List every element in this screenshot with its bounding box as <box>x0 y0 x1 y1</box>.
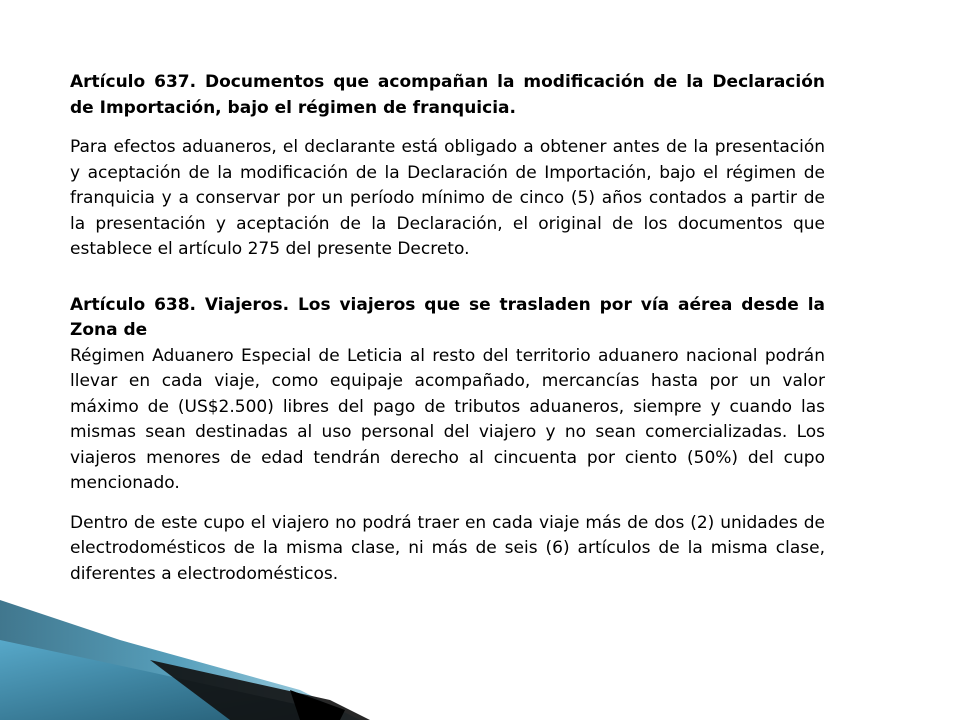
article-638-heading: Artículo 638. Viajeros. Los viajeros que se trasladen por vía aérea desde la Zona de <box>70 294 825 340</box>
article-638-body-2: Dentro de este cupo el viajero no podrá traer en cada viaje más de dos (2) unidades de electrodomésticos de la misma clase, ni más de seis (6) artículos de la misma clase, diferentes a electrodomésticos. <box>70 512 825 584</box>
article-638-body: Régimen Aduanero Especial de Leticia al resto del territorio aduanero nacional podrán llevar en cada viaje, como equipaje acompañado, mercancías hasta por un valor máximo de (US$2.500) libres del pago de tributos aduaneros, siempre y cuando las mismas sean destinadas al uso personal del viajero y no sean comercializadas. Los viajeros menores de edad tendrán derecho al cincuenta por ciento (50%) del cupo mencionado. <box>70 345 825 493</box>
document-body <box>70 70 825 587</box>
article-637-body: Para efectos aduaneros, el declarante está obligado a obtener antes de la presentación y aceptación de la modificación de la Declaración de Importación, bajo el régimen de franquicia y a conservar por un período mínimo de cinco (5) años contados a partir de la presentación y aceptación de la Declaración, el original de los documentos que establece el artículo 275 del presente Decreto. <box>70 137 825 259</box>
article-637-heading: Artículo 637. Documentos que acompañan la modificación de la Declaración de Importación, bajo el régimen de franquicia. <box>70 72 825 118</box>
